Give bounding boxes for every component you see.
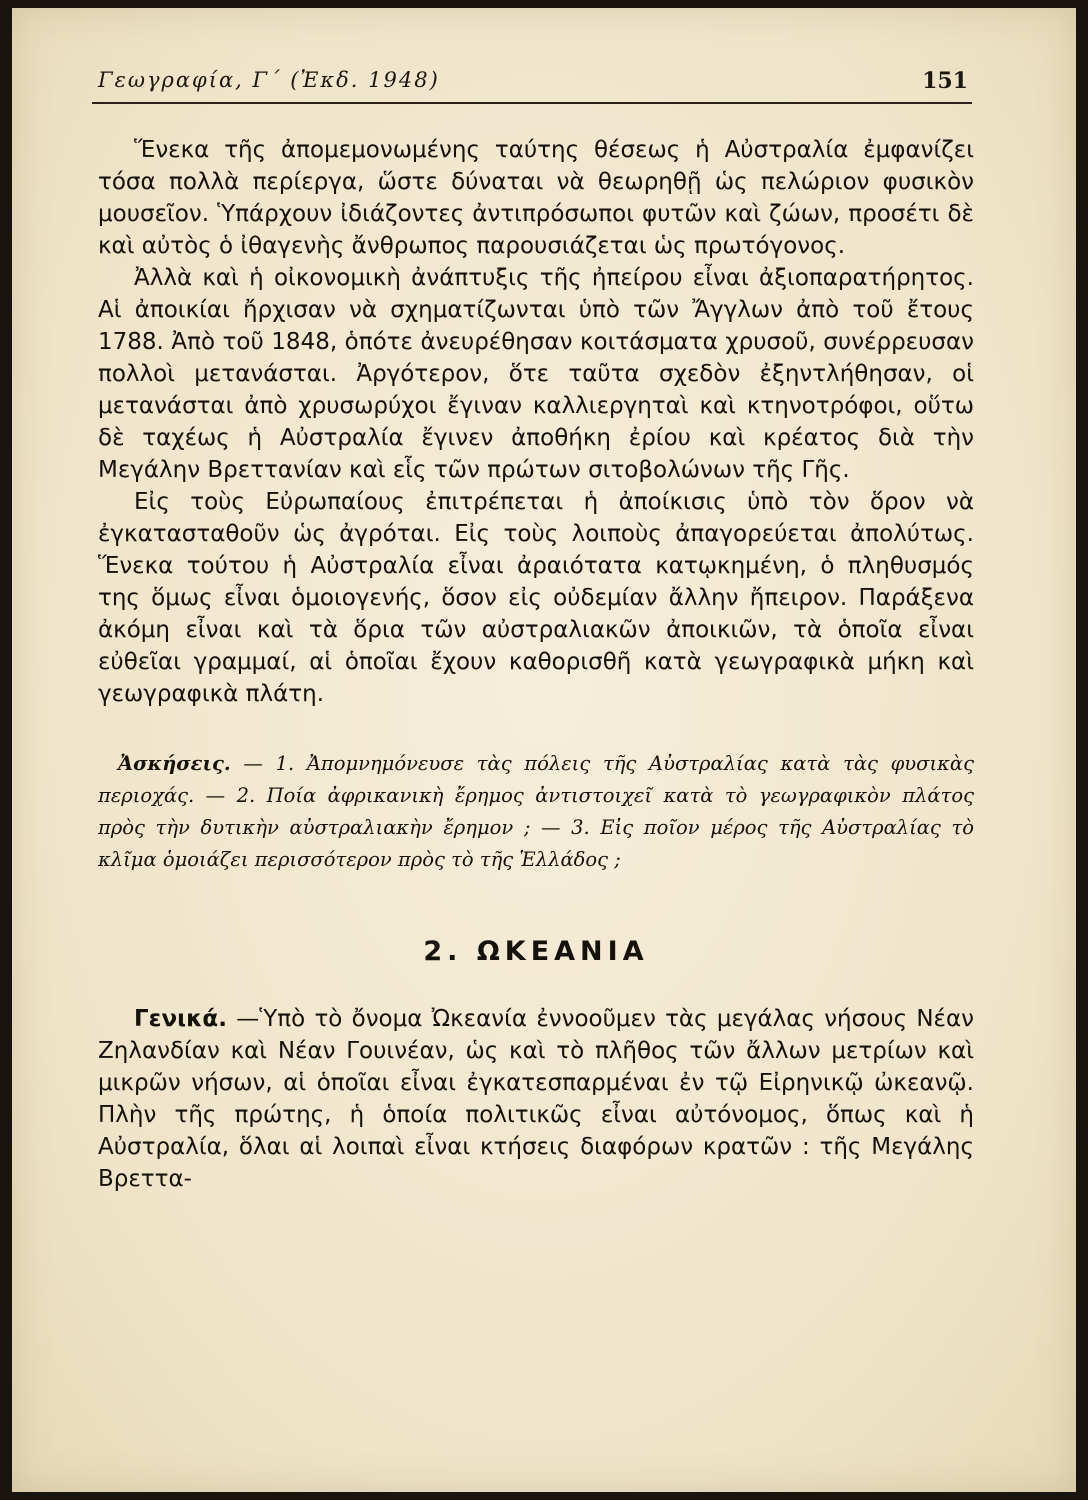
exercises-block bbox=[98, 748, 974, 876]
page-number: 151 bbox=[922, 68, 968, 94]
exercises-text: — 1. Ἀπομνημόνευσε τὰς πόλεις τῆς Αὐστραλίας κατὰ τὰς φυσικὰς περιοχάς. — 2. Ποία ἀφρικανικὴ ἔρημος ἀντιστοιχεῖ κατὰ τὸ γεωγραφικὸν πλάτος πρὸς τὴν δυτικὴν αὐστραλιακὴν ἔρημον ; — 3. Εἰς ποῖον μέρος τῆς Αὐστραλίας τὸ κλῖμα ὁμοιάζει περισσότερον πρὸς τὸ τῆς Ἑλλάδος ; bbox=[98, 752, 974, 871]
book-page bbox=[12, 8, 1076, 1492]
exercises-title: Ἀσκήσεις. bbox=[118, 752, 231, 775]
paragraph-oceania-general bbox=[98, 1003, 974, 1195]
page-header bbox=[92, 66, 972, 104]
page-body bbox=[98, 134, 974, 1195]
section-lead: Γενικά. bbox=[134, 1006, 227, 1032]
paragraph-colonization: Εἰς τοὺς Εὐρωπαίους ἐπιτρέπεται ἡ ἀποίκισις ὑπὸ τὸν ὅρον νὰ ἐγκατασταθοῦν ὡς ἀγρόται. Εἰς τοὺς λοιποὺς ἀπαγορεύεται ἀπολύτως. Ἕνεκα τούτου ἡ Αὐστραλία εἶναι ἀραιότατα κατῳκημένη, ὁ πληθυσμός της ὅμως εἶναι ὁμοιογενής, ὅσον εἰς οὐδεμίαν ἄλλην ἤπειρον. Παράξενα ἀκόμη εἶναι καὶ τὰ ὅρια τῶν αὐστραλιακῶν ἀποικιῶν, τὰ ὁποῖα εἶναι εὐθεῖαι γραμμαί, αἱ ὁποῖαι ἔχουν καθορισθῆ κατὰ γεωγραφικὰ μήκη καὶ γεωγραφικὰ πλάτη. bbox=[98, 489, 974, 707]
paragraph-isolation: Ἕνεκα τῆς ἀπομεμονωμένης ταύτης θέσεως ἡ Αὐστραλία ἐμφανίζει τόσα πολλὰ περίεργα, ὥστε δύναται νὰ θεωρηθῇ ὡς πελώριον φυσικὸν μουσεῖον. Ὑπάρχουν ἰδιάζοντες ἀντιπρόσωποι φυτῶν καὶ ζώων, προσέτι δὲ καὶ αὐτὸς ὁ ἰθαγενὴς ἄνθρωπος παρουσιάζεται ὡς πρωτόγονος. bbox=[98, 137, 974, 259]
section-heading: 2. ΩΚΕΑΝΙΑ bbox=[423, 936, 649, 967]
paragraph-economy: Ἀλλὰ καὶ ἡ οἰκονομικὴ ἀνάπτυξις τῆς ἠπείρου εἶναι ἀξιοπαρατήρητος. Αἱ ἀποικίαι ἤρχισαν νὰ σχηματίζωνται ὑπὸ τῶν Ἄγγλων ἀπὸ τοῦ ἔτους 1788. Ἀπὸ τοῦ 1848, ὁπότε ἀνευρέθησαν κοιτάσματα χρυσοῦ, συνέρρευσαν πολλοὶ μετανάσται. Ἀργότερον, ὅτε ταῦτα σχεδὸν ἐξηντλήθησαν, οἱ μετανάσται ἀπὸ χρυσωρύχοι ἔγιναν καλλιεργηταὶ καὶ κτηνοτρόφοι, οὕτω δὲ ταχέως ἡ Αὐστραλία ἔγινεν ἀποθήκη ἐρίου καὶ κρέατος διὰ τὴν Μεγάλην Βρεττανίαν καὶ εἷς τῶν πρώτων σιτοβολώνων τῆς Γῆς. bbox=[98, 265, 974, 483]
running-head: Γεωγραφία, Γ΄ (Ἐκδ. 1948) bbox=[98, 68, 440, 92]
section-text: —Ὑπὸ τὸ ὄνομα Ὠκεανία ἐννοοῦμεν τὰς μεγάλας νήσους Νέαν Ζηλανδίαν καὶ Νέαν Γουινέαν, ὡς καὶ τὸ πλῆθος τῶν ἄλλων μετρίων καὶ μικρῶν νήσων, αἱ ὁποῖαι εἶναι ἐγκατεσπαρμέναι ἐν τῷ Εἰρηνικῷ ὠκεανῷ. Πλὴν τῆς πρώτης, ἡ ὁποία πολιτικῶς εἶναι αὐτόνομος, ὅπως καὶ ἡ Αὐστραλία, ὅλαι αἱ λοιπαὶ εἶναι κτήσεις διαφόρων κρατῶν : τῆς Μεγάλης Βρεττα- bbox=[98, 1006, 974, 1192]
